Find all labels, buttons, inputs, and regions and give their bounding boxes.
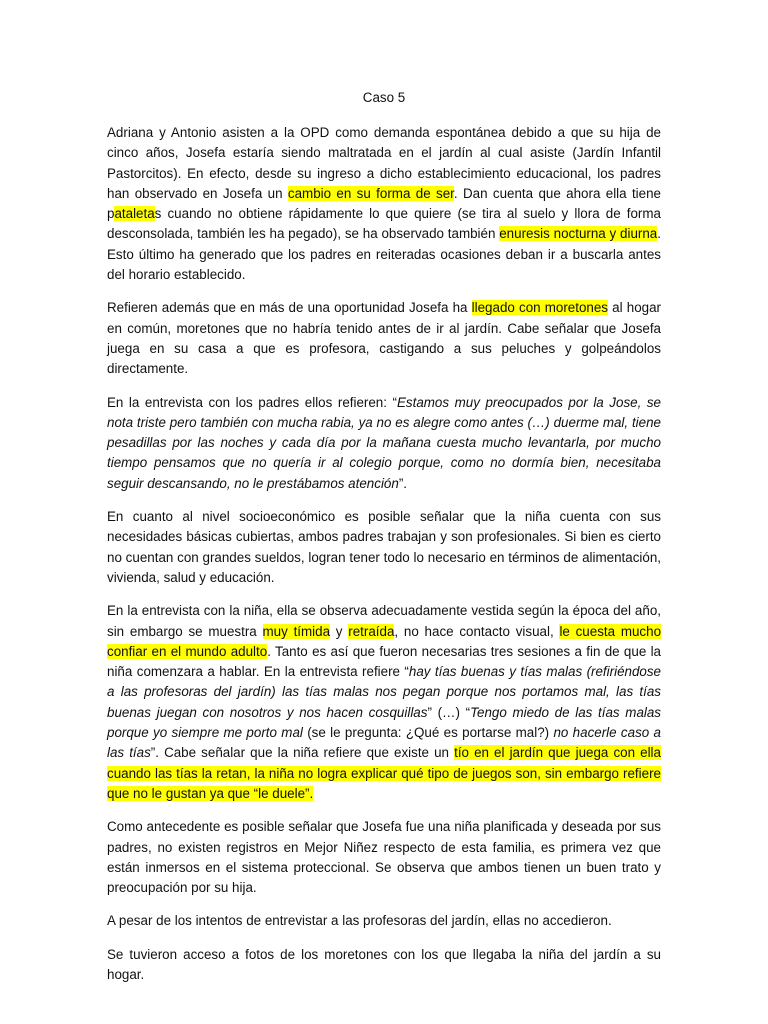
paragraph xyxy=(107,945,661,986)
text-run: Como antecedente es posible señalar que Josefa fue una niña planificada y deseada por sus padres, no existen registros en Mejor Niñez respecto de esta familia, es primera vez que están inmersos en el sistema proteccional. Se observa que ambos tienen un buen trato y preocupación por su hija. xyxy=(107,819,661,896)
paragraph xyxy=(107,817,661,898)
document-title: Caso 5 xyxy=(362,90,406,105)
text-run: al hogar en común, moretones que no habría tenido antes de ir al jardín. Cabe señalar que Josefa juega en su casa a que es profesora, castigando a sus peluches y golpeándolos directamente. xyxy=(107,300,661,377)
highlighted-text: ataleta xyxy=(114,206,155,222)
text-run: . Tanto es así que fueron necesarias tres sesiones a fin de que la niña comenzara a hablar. En la entrevista refiere “ xyxy=(107,643,662,680)
text-run: Adriana y Antonio asisten a la OPD como demanda espontánea debido a que su hija de cinco años, Josefa estaría siendo maltratada en el jardín al cual asiste (Jardín Infantil Pastorcitos). En efecto, desde su ingreso a dicho establecimiento educacional, los padres han observado en Josefa un xyxy=(107,125,661,201)
highlighted-text: llegado con moretones xyxy=(471,300,609,316)
italic-quote-text: no hacerle caso a las tías xyxy=(107,725,662,761)
italic-quote-text: Estamos muy preocupados por la Jose, se nota triste pero también con mucha rabia, ya no es alegre como antes (…) duerme mal, tiene pesadillas por las noches y cada día por la mañana cuesta mucho levantarla, por mucho tiempo pensamos que no quería ir al colegio porque, como no dormía bien, necesitaba seguir descansando, no le prestábamos atención xyxy=(107,394,661,491)
paragraph xyxy=(107,393,661,494)
text-run: En cuanto al nivel socioeconómico es posible señalar que la niña cuenta con sus necesidades básicas cubiertas, ambos padres trabajan y son profesionales. Si bien es cierto no cuentan con grandes sueldos, logran tener todo lo necesario en términos de alimentación, vivienda, salud y educación. xyxy=(107,509,661,585)
document-body xyxy=(107,123,661,985)
highlighted-text: enuresis nocturna y diurna xyxy=(499,226,658,242)
text-run: . Dan cuenta que ahora ella tiene p xyxy=(107,185,661,222)
paragraph xyxy=(107,123,661,285)
paragraph xyxy=(107,298,661,379)
highlighted-text: tío en el jardín que juega con ella cuando las tías la retan, la niña no logra explicar qué tipo de juegos son, sin embargo refiere que no le gustan ya que “le duele”. xyxy=(107,745,661,801)
text-run: En la entrevista con la niña, ella se observa adecuadamente vestida según la época del año, sin embargo se muestra xyxy=(107,603,661,639)
paragraph xyxy=(107,601,661,804)
text-run: ” (…) “ xyxy=(427,704,471,720)
text-run: (se le pregunta: ¿Qué es portarse mal?) xyxy=(302,725,554,741)
text-run: En la entrevista con los padres ellos refieren: “ xyxy=(107,394,397,410)
text-run: ”. xyxy=(398,475,407,491)
text-run: Se tuvieron acceso a fotos de los moretones con los que llegaba la niña del jardín a su hogar. xyxy=(107,946,661,982)
text-run: A pesar de los intentos de entrevistar a las profesoras del jardín, ellas no accedieron. xyxy=(107,913,612,929)
paragraph xyxy=(107,507,661,588)
italic-quote-text: hay tías buenas y tías malas (refiriéndose a las profesoras del jardín) las tías malas nos pegan porque nos portamos mal, las tías buenas juegan con nosotros y nos hacen cosquillas xyxy=(107,664,661,720)
text-run: , no hace contacto visual, xyxy=(394,623,560,639)
highlighted-text: retraída xyxy=(348,623,395,639)
paragraph xyxy=(107,911,661,931)
highlighted-text: muy tímida xyxy=(262,623,331,639)
text-run: Refieren además que en más de una oportunidad Josefa ha xyxy=(107,300,472,316)
text-run: s cuando no obtiene rápidamente lo que quiere (se tira al suelo y llora de forma desconsolada, también les ha pegado), se ha observado también xyxy=(107,206,661,242)
document-page xyxy=(107,88,661,998)
highlighted-text: le cuesta mucho confiar en el mundo adulto xyxy=(107,623,662,659)
text-run: . Esto último ha generado que los padres en reiteradas ocasiones deban ir a buscarla antes del horario establecido. xyxy=(107,226,661,283)
text-run: y xyxy=(330,623,349,639)
text-run: ”. Cabe señalar que la niña refiere que existe un xyxy=(150,745,455,761)
highlighted-text: cambio en su forma de ser xyxy=(287,185,454,201)
italic-quote-text: Tengo miedo de las tías malas porque yo siempre me porto mal xyxy=(107,704,662,741)
